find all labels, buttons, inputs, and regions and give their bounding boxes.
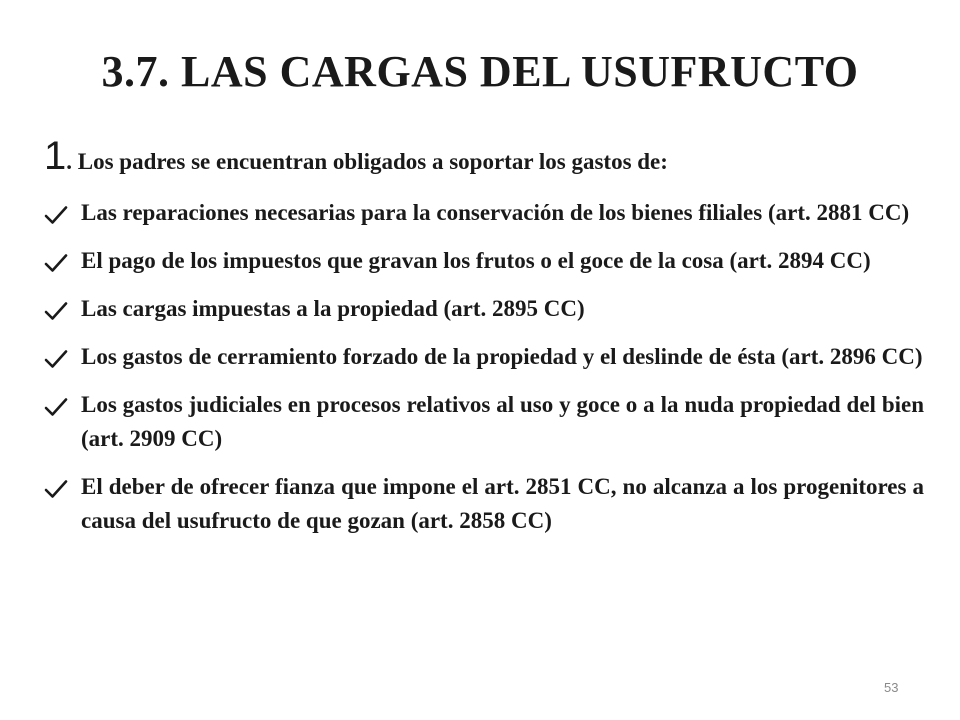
list-item [44, 340, 924, 374]
checkmark-icon [44, 397, 68, 417]
intro-number: 1 [44, 134, 67, 178]
checkmark-icon [44, 479, 68, 499]
list-item [44, 196, 924, 230]
list-item [44, 292, 924, 326]
intro-text: . Los padres se encuentran obligados a soportar los gastos de: [66, 149, 668, 174]
intro-line [44, 134, 934, 184]
checkmark-icon [44, 205, 68, 225]
list-item [44, 388, 924, 456]
page-number: 53 [884, 680, 899, 695]
list-item [44, 244, 924, 278]
checkmark-icon [44, 301, 68, 321]
slide-title: 3.7. LAS CARGAS DEL USUFRUCTO [101, 47, 859, 96]
checkmark-icon [44, 349, 68, 369]
list-item-text: El deber de ofrecer fianza que impone el art. 2851 CC, no alcanza a los progenitores a causa del usufructo de que gozan (art. 2858 CC) [81, 474, 924, 533]
checkmark-icon [44, 253, 68, 273]
list-item-text: El pago de los impuestos que gravan los frutos o el goce de la cosa (art. 2894 CC) [81, 248, 871, 273]
list-item-text: Las cargas impuestas a la propiedad (art. 2895 CC) [81, 296, 585, 321]
list-item-text: Los gastos judiciales en procesos relativos al uso y goce o a la nuda propiedad del bien (art. 2909 CC) [81, 392, 924, 451]
list-item-text: Los gastos de cerramiento forzado de la propiedad y el deslinde de ésta (art. 2896 CC) [81, 344, 923, 369]
list-item [44, 470, 924, 538]
list-item-text: Las reparaciones necesarias para la conservación de los bienes filiales (art. 2881 CC) [81, 200, 910, 225]
bullet-list [44, 196, 924, 552]
